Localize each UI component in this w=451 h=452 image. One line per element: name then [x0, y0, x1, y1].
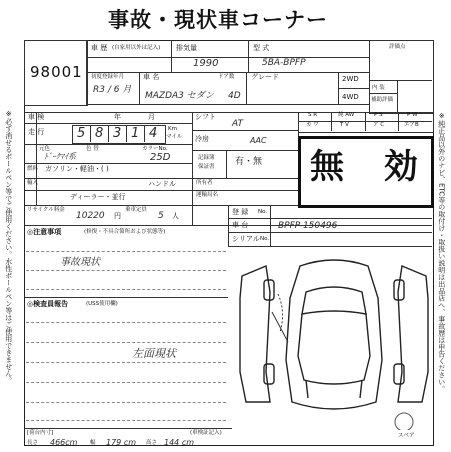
length-value: 466cm: [50, 438, 78, 447]
inspection-year: 年: [114, 113, 121, 121]
option-pw: P W: [407, 112, 418, 118]
mileage-digit-3: 3: [113, 126, 122, 141]
reg-no-label: 登 録: [232, 208, 249, 216]
name-value: MAZDA3 セダン: [145, 91, 214, 101]
notes-value: 事故現状: [60, 257, 100, 268]
width-label: 幅: [90, 440, 96, 446]
mileage-digit-2: 8: [95, 126, 104, 141]
invalid-stamp: 無 効: [310, 147, 432, 187]
history-label: 輸入: [27, 180, 39, 186]
color-value: ﾄﾞｰｸﾏｲ系: [44, 152, 76, 161]
handle-label: ハンドル: [148, 180, 176, 188]
option-aw: 純 AW: [338, 112, 355, 118]
reg-label: 初度登録年月: [91, 74, 125, 80]
ac-label: 冷房: [195, 135, 209, 143]
mileage-digit-1: 5: [77, 126, 86, 141]
maker-label: 車 歴: [91, 44, 108, 52]
reg-cert-label: 所有者: [196, 180, 213, 186]
capacity-label: 乗車定員: [125, 207, 148, 213]
serial-unit: No.: [260, 236, 270, 242]
spare-label: スペア: [398, 433, 415, 439]
option-abs: エアB: [404, 122, 419, 128]
inspector-section-sub: (USS使用欄): [86, 301, 118, 307]
record-label: 記録簿: [198, 155, 215, 161]
score-label: 評価点: [389, 44, 406, 50]
side-note-right: ※純正品以外のナビ、ETC等の取付け・取扱い説明は出品店へ、事故歴は申告ください。: [437, 112, 446, 393]
expire-label: 運輸局名: [196, 192, 219, 198]
option-ps: P S: [374, 112, 383, 118]
chassis-label: 車 台: [232, 221, 249, 229]
aux-label: 補助評価: [371, 97, 394, 103]
original-label: 元色: [39, 146, 51, 152]
inspection-label: 車 検: [28, 113, 45, 121]
inspection-month: 月: [148, 113, 155, 121]
width-value: 179 cm: [106, 438, 137, 447]
option-ka: カ ワ: [306, 122, 319, 128]
inspector-record-label: (車検証記入): [190, 430, 222, 436]
mileage-digit-5: 4: [149, 126, 158, 141]
option-tv: T V: [340, 122, 349, 128]
inspector-value: 左面現状: [132, 347, 176, 360]
capacity-unit: 人: [172, 212, 179, 220]
color-no-label: カラーNo.: [142, 146, 168, 152]
displacement-label: 排気量: [176, 44, 197, 52]
fuel-value: ガソリン・軽油・( ): [45, 165, 109, 173]
record-value: 有・無: [235, 157, 263, 167]
door-label: ドア数: [218, 74, 235, 80]
recycle-unit: 円: [114, 212, 121, 220]
reg-no-unit: No.: [258, 209, 268, 215]
shift-value: AT: [232, 119, 243, 129]
dealer-label: ディーラー・並行: [70, 193, 126, 201]
fuel-label: 燃料: [27, 166, 39, 172]
option-sr: S R: [308, 112, 318, 118]
color-label: 色 替: [86, 146, 99, 152]
lot-number: 98001: [30, 63, 83, 81]
mileage-unit: Km: [168, 126, 177, 132]
wd4-label: 4WD: [342, 93, 359, 101]
color-no-value: 25D: [150, 152, 171, 163]
reg-value: R3 / 6 月: [93, 85, 132, 95]
page-title: 事故・現状車コーナー: [108, 8, 328, 32]
wd2-label: 2WD: [342, 75, 359, 83]
length-label: 長さ: [27, 440, 39, 446]
dim-label: [荷台内寸]: [27, 430, 54, 436]
option-ac: ア C: [373, 122, 385, 128]
serial-label: シリアル: [232, 235, 260, 243]
mileage-unit2: マイル: [166, 134, 183, 140]
model-value: 5BA-BPFP: [262, 58, 306, 68]
car-damage-diagram: [236, 252, 432, 430]
maker-sub: (自家用以外は記入): [112, 45, 161, 51]
model-label: 型 式: [253, 44, 270, 52]
name-label: 車 名: [143, 73, 160, 81]
displacement-value: 1990: [193, 58, 219, 69]
height-label: 高さ: [146, 440, 158, 446]
recycle-value: 10220: [76, 211, 105, 221]
interior-label: 内 装: [372, 85, 385, 91]
notes-section-label: ◎注意事項: [27, 228, 62, 236]
shift-label: シフト: [195, 113, 216, 121]
door-value: 4D: [228, 91, 241, 101]
inspector-section-label: ◎検査員報告: [27, 300, 69, 308]
ac-value: AAC: [250, 136, 267, 145]
side-note-left: ※必ず消せるボールペン等でご使用ください。水性ボールペン等はご使用できません。: [4, 110, 13, 384]
grade-label: グレード: [251, 73, 279, 81]
height-value: 144 cm: [164, 438, 195, 447]
mileage-label: 走 行: [28, 128, 45, 136]
recycle-label: リサイクル料金: [27, 207, 65, 213]
notes-section-sub: (修復・不具合箇所および状態等): [84, 229, 166, 235]
mileage-digit-4: 1: [131, 126, 140, 141]
chassis-value: BPFP-150496: [278, 221, 338, 231]
capacity-value: 5: [158, 211, 164, 221]
warranty-label: 保証書: [198, 164, 215, 170]
